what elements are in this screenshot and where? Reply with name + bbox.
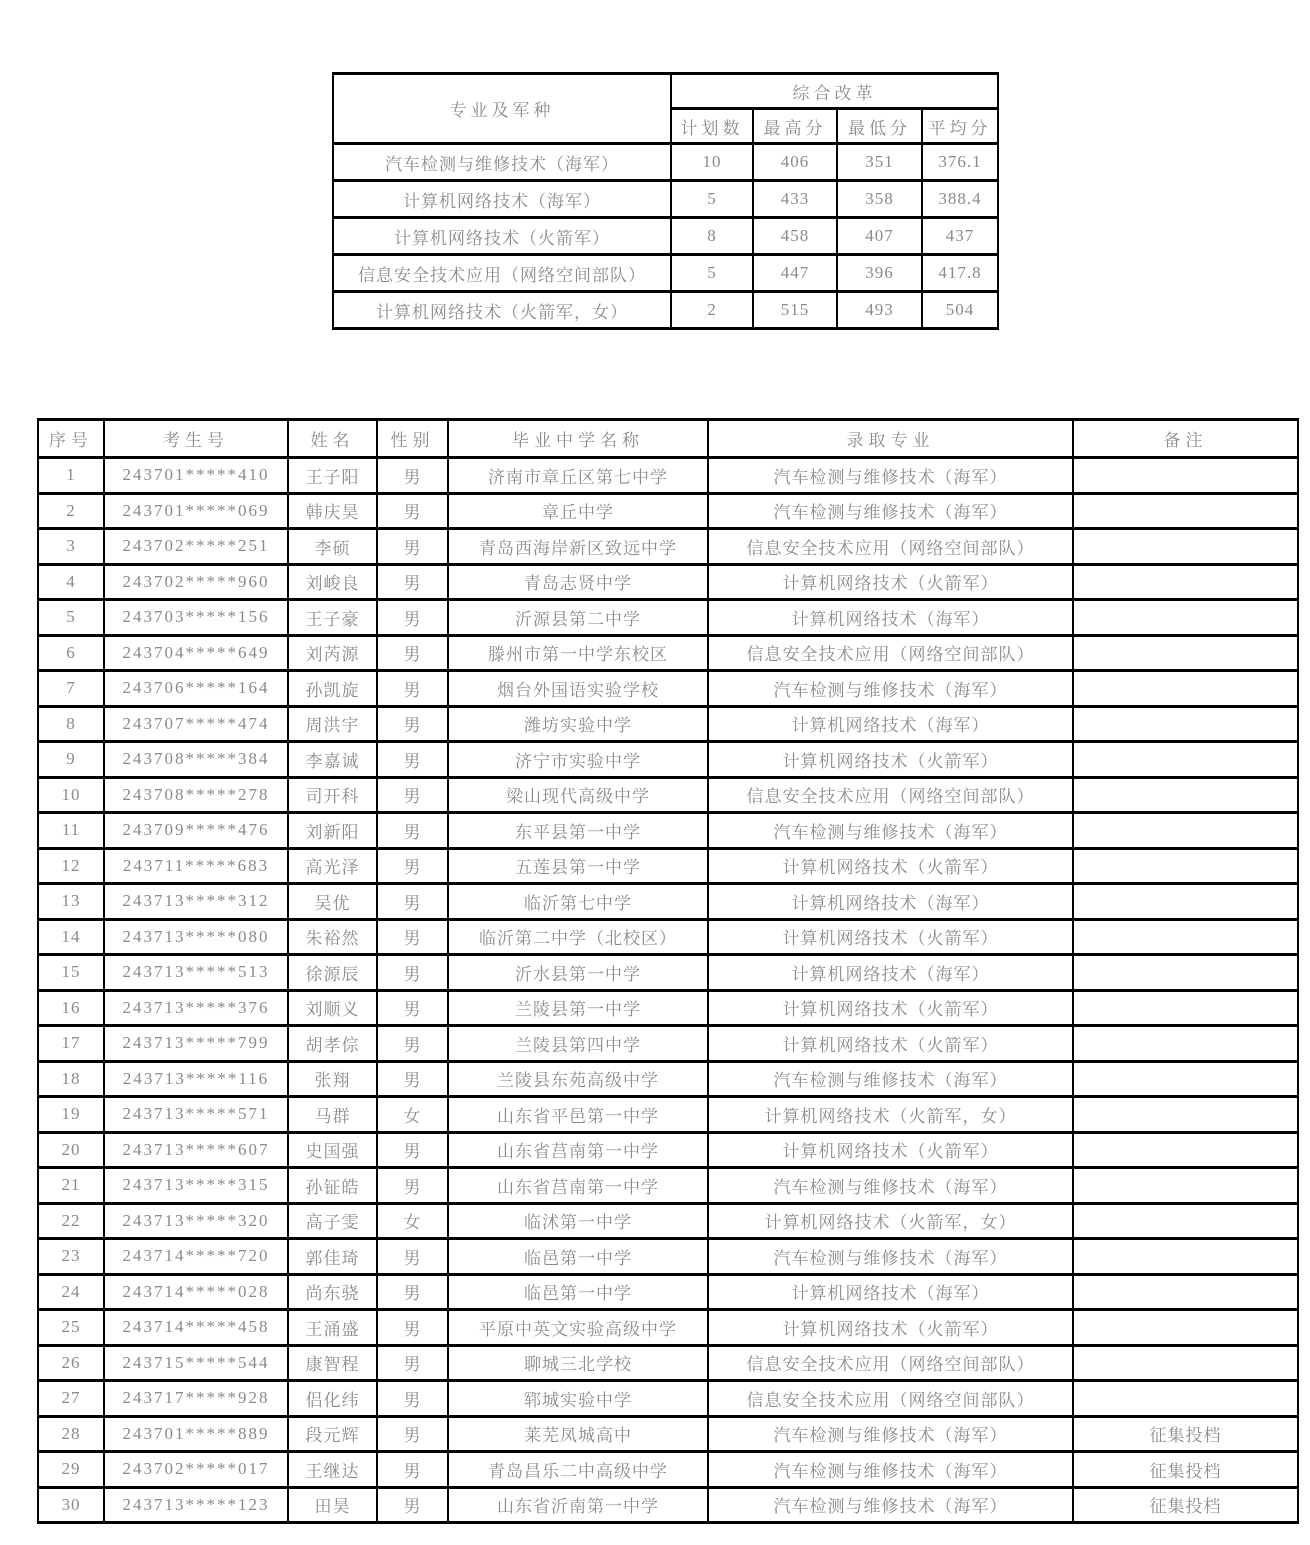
admission-row-name: 马群 (288, 1097, 377, 1133)
admission-row-candidate-no: 243713*****312 (104, 884, 288, 920)
admission-row-name: 韩庆昊 (288, 493, 377, 529)
admission-row-school: 滕州市第一中学东校区 (448, 635, 708, 671)
admission-row-index: 18 (38, 1061, 104, 1097)
admission-row-remark (1073, 600, 1298, 636)
admission-row-remark (1073, 564, 1298, 600)
admission-row-candidate-no: 243713*****320 (104, 1203, 288, 1239)
admission-row-admitted-major: 计算机网络技术（火箭军） (708, 742, 1073, 778)
summary-subheader-avg-score: 平均分 (922, 109, 998, 144)
summary-row-plan-count: 5 (671, 255, 753, 292)
admission-row-gender: 男 (377, 848, 448, 884)
admission-row-remark (1073, 1168, 1298, 1204)
summary-table-head (333, 74, 998, 144)
admission-row (38, 1203, 1298, 1239)
admission-row-index: 27 (38, 1381, 104, 1417)
admission-row-admitted-major: 计算机网络技术（火箭军） (708, 1132, 1073, 1168)
admission-row-candidate-no: 243701*****889 (104, 1416, 288, 1452)
summary-row (333, 218, 998, 255)
admission-row-gender: 男 (377, 1381, 448, 1417)
admission-header-remark: 备注 (1073, 420, 1298, 458)
summary-row-plan-count: 2 (671, 292, 753, 329)
admission-row-remark (1073, 919, 1298, 955)
admission-row-name: 王涌盛 (288, 1310, 377, 1346)
admission-row-remark (1073, 529, 1298, 565)
admission-row-candidate-no: 243713*****116 (104, 1061, 288, 1097)
admission-row-index: 24 (38, 1274, 104, 1310)
admission-row-index: 14 (38, 919, 104, 955)
admission-row-candidate-no: 243713*****376 (104, 990, 288, 1026)
admission-row-school: 临邑第一中学 (448, 1239, 708, 1275)
admission-row-gender: 男 (377, 955, 448, 991)
admission-row-name: 徐源辰 (288, 955, 377, 991)
admission-row-school: 章丘中学 (448, 493, 708, 529)
admission-row-name: 张翔 (288, 1061, 377, 1097)
admission-row-name: 孙钲皓 (288, 1168, 377, 1204)
admission-row-school: 山东省沂南第一中学 (448, 1487, 708, 1523)
admission-row-remark: 征集投档 (1073, 1487, 1298, 1523)
admission-row (38, 1097, 1298, 1133)
admission-row-gender: 男 (377, 635, 448, 671)
admission-row-admitted-major: 汽车检测与维修技术（海军） (708, 1061, 1073, 1097)
admission-row-remark (1073, 671, 1298, 707)
admission-row-candidate-no: 243713*****123 (104, 1487, 288, 1523)
admission-row-admitted-major: 计算机网络技术（海军） (708, 706, 1073, 742)
admission-row-remark: 征集投档 (1073, 1416, 1298, 1452)
admission-row-name: 刘峻良 (288, 564, 377, 600)
summary-row-major: 计算机网络技术（海军） (333, 181, 671, 218)
admission-row-school: 青岛志贤中学 (448, 564, 708, 600)
admission-row-name: 史国强 (288, 1132, 377, 1168)
admission-row (38, 706, 1298, 742)
admission-row-school: 青岛西海岸新区致远中学 (448, 529, 708, 565)
admission-row-index: 15 (38, 955, 104, 991)
admission-row-gender: 男 (377, 1310, 448, 1346)
summary-row (333, 292, 998, 329)
admission-row-candidate-no: 243708*****384 (104, 742, 288, 778)
admission-row (38, 1381, 1298, 1417)
admission-header-admitted-major: 录取专业 (708, 420, 1073, 458)
admission-row-candidate-no: 243714*****720 (104, 1239, 288, 1275)
admission-row-name: 田昊 (288, 1487, 377, 1523)
admission-row (38, 635, 1298, 671)
admission-row-name: 侣化纬 (288, 1381, 377, 1417)
admission-row-school: 梁山现代高级中学 (448, 777, 708, 813)
admission-row-admitted-major: 计算机网络技术（火箭军） (708, 1310, 1073, 1346)
admission-row-remark (1073, 1274, 1298, 1310)
admission-row-gender: 男 (377, 990, 448, 1026)
summary-row-avg-score: 376.1 (922, 144, 998, 181)
admission-row-school: 东平县第一中学 (448, 813, 708, 849)
admission-row-name: 刘芮源 (288, 635, 377, 671)
admission-row-admitted-major: 计算机网络技术（火箭军，女） (708, 1203, 1073, 1239)
admission-row-name: 胡孝倧 (288, 1026, 377, 1062)
admission-row-school: 临沂第七中学 (448, 884, 708, 920)
admission-row-gender: 男 (377, 458, 448, 494)
admission-row (38, 1274, 1298, 1310)
admission-row-candidate-no: 243713*****315 (104, 1168, 288, 1204)
summary-row-max-score: 433 (753, 181, 837, 218)
admission-row-candidate-no: 243708*****278 (104, 777, 288, 813)
admission-row-school: 济南市章丘区第七中学 (448, 458, 708, 494)
admission-row-gender: 男 (377, 529, 448, 565)
admission-row (38, 458, 1298, 494)
admission-row-gender: 男 (377, 1239, 448, 1275)
admission-row (38, 1452, 1298, 1488)
admission-row (38, 600, 1298, 636)
admission-row-candidate-no: 243714*****028 (104, 1274, 288, 1310)
admission-row-remark (1073, 458, 1298, 494)
admission-row (38, 884, 1298, 920)
admission-row-index: 10 (38, 777, 104, 813)
admission-row-index: 2 (38, 493, 104, 529)
admission-header-candidate-no: 考生号 (104, 420, 288, 458)
admission-row-admitted-major: 汽车检测与维修技术（海军） (708, 1452, 1073, 1488)
admission-row-candidate-no: 243711*****683 (104, 848, 288, 884)
admission-row-gender: 男 (377, 564, 448, 600)
admission-row (38, 529, 1298, 565)
admission-row-school: 潍坊实验中学 (448, 706, 708, 742)
summary-table-body (333, 144, 998, 329)
admission-row-candidate-no: 243713*****080 (104, 919, 288, 955)
summary-row-avg-score: 504 (922, 292, 998, 329)
admission-row-index: 13 (38, 884, 104, 920)
admission-row-remark (1073, 706, 1298, 742)
admission-row-remark (1073, 1097, 1298, 1133)
summary-row-major: 汽车检测与维修技术（海军） (333, 144, 671, 181)
admission-row-name: 朱裕然 (288, 919, 377, 955)
summary-row-plan-count: 10 (671, 144, 753, 181)
summary-row-min-score: 351 (837, 144, 922, 181)
admission-row-remark: 征集投档 (1073, 1452, 1298, 1488)
admission-row-index: 1 (38, 458, 104, 494)
admission-row-name: 孙凯旋 (288, 671, 377, 707)
admission-header-school: 毕业中学名称 (448, 420, 708, 458)
admission-row-index: 20 (38, 1132, 104, 1168)
admission-row-name: 周洪宇 (288, 706, 377, 742)
summary-row-min-score: 396 (837, 255, 922, 292)
admission-row-index: 17 (38, 1026, 104, 1062)
admission-row (38, 848, 1298, 884)
admission-row-gender: 男 (377, 813, 448, 849)
admission-row-gender: 男 (377, 706, 448, 742)
admission-row (38, 671, 1298, 707)
admission-row-admitted-major: 计算机网络技术（火箭军） (708, 919, 1073, 955)
admission-row-candidate-no: 243703*****156 (104, 600, 288, 636)
admission-row-admitted-major: 汽车检测与维修技术（海军） (708, 1168, 1073, 1204)
admission-row-name: 刘顺义 (288, 990, 377, 1026)
admission-header-gender: 性别 (377, 420, 448, 458)
admission-row-candidate-no: 243706*****164 (104, 671, 288, 707)
admission-row-index: 7 (38, 671, 104, 707)
admission-row-gender: 男 (377, 1487, 448, 1523)
admission-row-candidate-no: 243701*****069 (104, 493, 288, 529)
admission-row-gender: 男 (377, 671, 448, 707)
admission-row-remark (1073, 990, 1298, 1026)
summary-subheader-max-score: 最高分 (753, 109, 837, 144)
admission-row (38, 742, 1298, 778)
admission-row-admitted-major: 汽车检测与维修技术（海军） (708, 1487, 1073, 1523)
admission-row (38, 777, 1298, 813)
admission-row-school: 山东省莒南第一中学 (448, 1168, 708, 1204)
admission-row-gender: 男 (377, 1168, 448, 1204)
admission-row-index: 21 (38, 1168, 104, 1204)
summary-row-max-score: 458 (753, 218, 837, 255)
admission-row-admitted-major: 信息安全技术应用（网络空间部队） (708, 1345, 1073, 1381)
admission-row-admitted-major: 计算机网络技术（海军） (708, 955, 1073, 991)
summary-row-min-score: 407 (837, 218, 922, 255)
admission-row-school: 五莲县第一中学 (448, 848, 708, 884)
summary-header-major: 专业及军种 (333, 74, 671, 144)
admission-row-index: 12 (38, 848, 104, 884)
admission-row-remark (1073, 493, 1298, 529)
admission-row-school: 烟台外国语实验学校 (448, 671, 708, 707)
admission-row (38, 1310, 1298, 1346)
admission-row-gender: 男 (377, 919, 448, 955)
admission-row-name: 尚东骁 (288, 1274, 377, 1310)
admission-row-name: 高子雯 (288, 1203, 377, 1239)
admission-row-name: 康智程 (288, 1345, 377, 1381)
admission-row-remark (1073, 1310, 1298, 1346)
summary-header-row-1 (333, 74, 998, 109)
admission-row (38, 1026, 1298, 1062)
admission-row-school: 临邑第一中学 (448, 1274, 708, 1310)
summary-table (332, 72, 999, 330)
admission-row-remark (1073, 742, 1298, 778)
admission-row-index: 30 (38, 1487, 104, 1523)
admission-row-gender: 男 (377, 1345, 448, 1381)
summary-header-group: 综合改革 (671, 74, 998, 109)
admission-row-candidate-no: 243707*****474 (104, 706, 288, 742)
admission-row-remark (1073, 1239, 1298, 1275)
admission-row-index: 23 (38, 1239, 104, 1275)
admission-row-remark (1073, 848, 1298, 884)
admission-row-school: 临沂第二中学（北校区） (448, 919, 708, 955)
summary-row-avg-score: 388.4 (922, 181, 998, 218)
summary-row-avg-score: 437 (922, 218, 998, 255)
admission-row-admitted-major: 汽车检测与维修技术（海军） (708, 671, 1073, 707)
admission-row-index: 6 (38, 635, 104, 671)
admission-row (38, 564, 1298, 600)
admission-row-gender: 男 (377, 777, 448, 813)
admission-row (38, 1345, 1298, 1381)
admission-row-name: 高光泽 (288, 848, 377, 884)
summary-subheader-min-score: 最低分 (837, 109, 922, 144)
admission-row-candidate-no: 243702*****251 (104, 529, 288, 565)
admission-row-candidate-no: 243713*****513 (104, 955, 288, 991)
admission-table-body (38, 458, 1298, 1523)
summary-row (333, 255, 998, 292)
admission-row-candidate-no: 243709*****476 (104, 813, 288, 849)
admission-row-admitted-major: 汽车检测与维修技术（海军） (708, 813, 1073, 849)
admission-row-admitted-major: 计算机网络技术（火箭军） (708, 564, 1073, 600)
summary-row (333, 181, 998, 218)
admission-row-index: 4 (38, 564, 104, 600)
admission-row-school: 山东省莒南第一中学 (448, 1132, 708, 1168)
admission-row-gender: 男 (377, 1416, 448, 1452)
admission-row-school: 郓城实验中学 (448, 1381, 708, 1417)
admission-row-remark (1073, 1203, 1298, 1239)
admission-row-index: 25 (38, 1310, 104, 1346)
admission-row-name: 李嘉诚 (288, 742, 377, 778)
admission-row-remark (1073, 635, 1298, 671)
admission-row-candidate-no: 243702*****017 (104, 1452, 288, 1488)
admission-row (38, 493, 1298, 529)
admission-row-remark (1073, 1132, 1298, 1168)
admission-row-admitted-major: 汽车检测与维修技术（海军） (708, 458, 1073, 494)
admission-row-admitted-major: 计算机网络技术（海军） (708, 884, 1073, 920)
admission-row (38, 990, 1298, 1026)
admission-row-admitted-major: 信息安全技术应用（网络空间部队） (708, 635, 1073, 671)
admission-table-head (38, 420, 1298, 458)
admission-row-gender: 男 (377, 1452, 448, 1488)
admission-row-name: 段元辉 (288, 1416, 377, 1452)
admission-row-gender: 男 (377, 1132, 448, 1168)
admission-row-gender: 女 (377, 1203, 448, 1239)
admission-row-gender: 男 (377, 1026, 448, 1062)
admission-row-admitted-major: 汽车检测与维修技术（海军） (708, 493, 1073, 529)
summary-row-min-score: 358 (837, 181, 922, 218)
admission-row-index: 3 (38, 529, 104, 565)
admission-row-remark (1073, 1061, 1298, 1097)
summary-subheader-plan-count: 计划数 (671, 109, 753, 144)
admission-row-remark (1073, 955, 1298, 991)
admission-row-gender: 男 (377, 493, 448, 529)
summary-row-plan-count: 8 (671, 218, 753, 255)
admission-row-name: 郭佳琦 (288, 1239, 377, 1275)
admission-table (37, 418, 1299, 1524)
summary-row-max-score: 447 (753, 255, 837, 292)
admission-row-index: 26 (38, 1345, 104, 1381)
admission-row-candidate-no: 243717*****928 (104, 1381, 288, 1417)
admission-row-school: 沂水县第一中学 (448, 955, 708, 991)
admission-row-gender: 男 (377, 1274, 448, 1310)
admission-row-candidate-no: 243713*****571 (104, 1097, 288, 1133)
admission-row-admitted-major: 信息安全技术应用（网络空间部队） (708, 777, 1073, 813)
admission-row-candidate-no: 243702*****960 (104, 564, 288, 600)
admission-row (38, 1416, 1298, 1452)
admission-row-admitted-major: 信息安全技术应用（网络空间部队） (708, 1381, 1073, 1417)
admission-row-index: 28 (38, 1416, 104, 1452)
admission-row-name: 刘新阳 (288, 813, 377, 849)
admission-row-admitted-major: 汽车检测与维修技术（海军） (708, 1239, 1073, 1275)
summary-row-plan-count: 5 (671, 181, 753, 218)
admission-row-remark (1073, 884, 1298, 920)
admission-row-school: 兰陵县第一中学 (448, 990, 708, 1026)
admission-row-index: 19 (38, 1097, 104, 1133)
summary-row-max-score: 515 (753, 292, 837, 329)
admission-row-remark (1073, 777, 1298, 813)
admission-row-index: 9 (38, 742, 104, 778)
admission-row-remark (1073, 1381, 1298, 1417)
admission-row-candidate-no: 243713*****799 (104, 1026, 288, 1062)
admission-row-school: 山东省平邑第一中学 (448, 1097, 708, 1133)
admission-row (38, 813, 1298, 849)
admission-row-index: 11 (38, 813, 104, 849)
admission-row-index: 16 (38, 990, 104, 1026)
admission-row-candidate-no: 243715*****544 (104, 1345, 288, 1381)
admission-row (38, 919, 1298, 955)
admission-row-index: 29 (38, 1452, 104, 1488)
admission-row-gender: 男 (377, 742, 448, 778)
admission-row-name: 王继达 (288, 1452, 377, 1488)
admission-row (38, 1168, 1298, 1204)
admission-header-row (38, 420, 1298, 458)
admission-row-candidate-no: 243701*****410 (104, 458, 288, 494)
summary-row-avg-score: 417.8 (922, 255, 998, 292)
admission-row-school: 莱芜凤城高中 (448, 1416, 708, 1452)
admission-row-school: 平原中英文实验高级中学 (448, 1310, 708, 1346)
admission-row-admitted-major: 计算机网络技术（火箭军） (708, 1026, 1073, 1062)
admission-row-index: 5 (38, 600, 104, 636)
admission-row-remark (1073, 1345, 1298, 1381)
admission-row-gender: 男 (377, 1061, 448, 1097)
summary-row-major: 信息安全技术应用（网络空间部队） (333, 255, 671, 292)
admission-row (38, 1132, 1298, 1168)
summary-row-min-score: 493 (837, 292, 922, 329)
admission-row-school: 聊城三北学校 (448, 1345, 708, 1381)
admission-row-admitted-major: 计算机网络技术（火箭军） (708, 848, 1073, 884)
admission-row-name: 吴优 (288, 884, 377, 920)
admission-row-school: 兰陵县东苑高级中学 (448, 1061, 708, 1097)
admission-row-name: 李硕 (288, 529, 377, 565)
admission-row-admitted-major: 计算机网络技术（海军） (708, 600, 1073, 636)
admission-header-index: 序号 (38, 420, 104, 458)
admission-header-name: 姓名 (288, 420, 377, 458)
admission-row-candidate-no: 243713*****607 (104, 1132, 288, 1168)
admission-row (38, 955, 1298, 991)
admission-row-admitted-major: 计算机网络技术（海军） (708, 1274, 1073, 1310)
admission-row-admitted-major: 信息安全技术应用（网络空间部队） (708, 529, 1073, 565)
admission-row (38, 1239, 1298, 1275)
admission-row-gender: 男 (377, 600, 448, 636)
admission-row-candidate-no: 243704*****649 (104, 635, 288, 671)
admission-row-school: 临沭第一中学 (448, 1203, 708, 1239)
admission-row (38, 1061, 1298, 1097)
summary-row-major: 计算机网络技术（火箭军） (333, 218, 671, 255)
admission-row-gender: 男 (377, 884, 448, 920)
summary-row-major: 计算机网络技术（火箭军，女） (333, 292, 671, 329)
admission-row-name: 王子阳 (288, 458, 377, 494)
admission-row-admitted-major: 计算机网络技术（火箭军，女） (708, 1097, 1073, 1133)
summary-row (333, 144, 998, 181)
admission-row-index: 8 (38, 706, 104, 742)
admission-row-admitted-major: 汽车检测与维修技术（海军） (708, 1416, 1073, 1452)
admission-row-gender: 女 (377, 1097, 448, 1133)
admission-row-school: 青岛昌乐二中高级中学 (448, 1452, 708, 1488)
admission-row-school: 兰陵县第四中学 (448, 1026, 708, 1062)
admission-row-remark (1073, 1026, 1298, 1062)
admission-row-name: 司开科 (288, 777, 377, 813)
admission-row (38, 1487, 1298, 1523)
admission-row-remark (1073, 813, 1298, 849)
admission-row-school: 济宁市实验中学 (448, 742, 708, 778)
admission-row-index: 22 (38, 1203, 104, 1239)
admission-row-school: 沂源县第二中学 (448, 600, 708, 636)
admission-row-admitted-major: 计算机网络技术（火箭军） (708, 990, 1073, 1026)
admission-row-name: 王子豪 (288, 600, 377, 636)
summary-row-max-score: 406 (753, 144, 837, 181)
admission-row-candidate-no: 243714*****458 (104, 1310, 288, 1346)
